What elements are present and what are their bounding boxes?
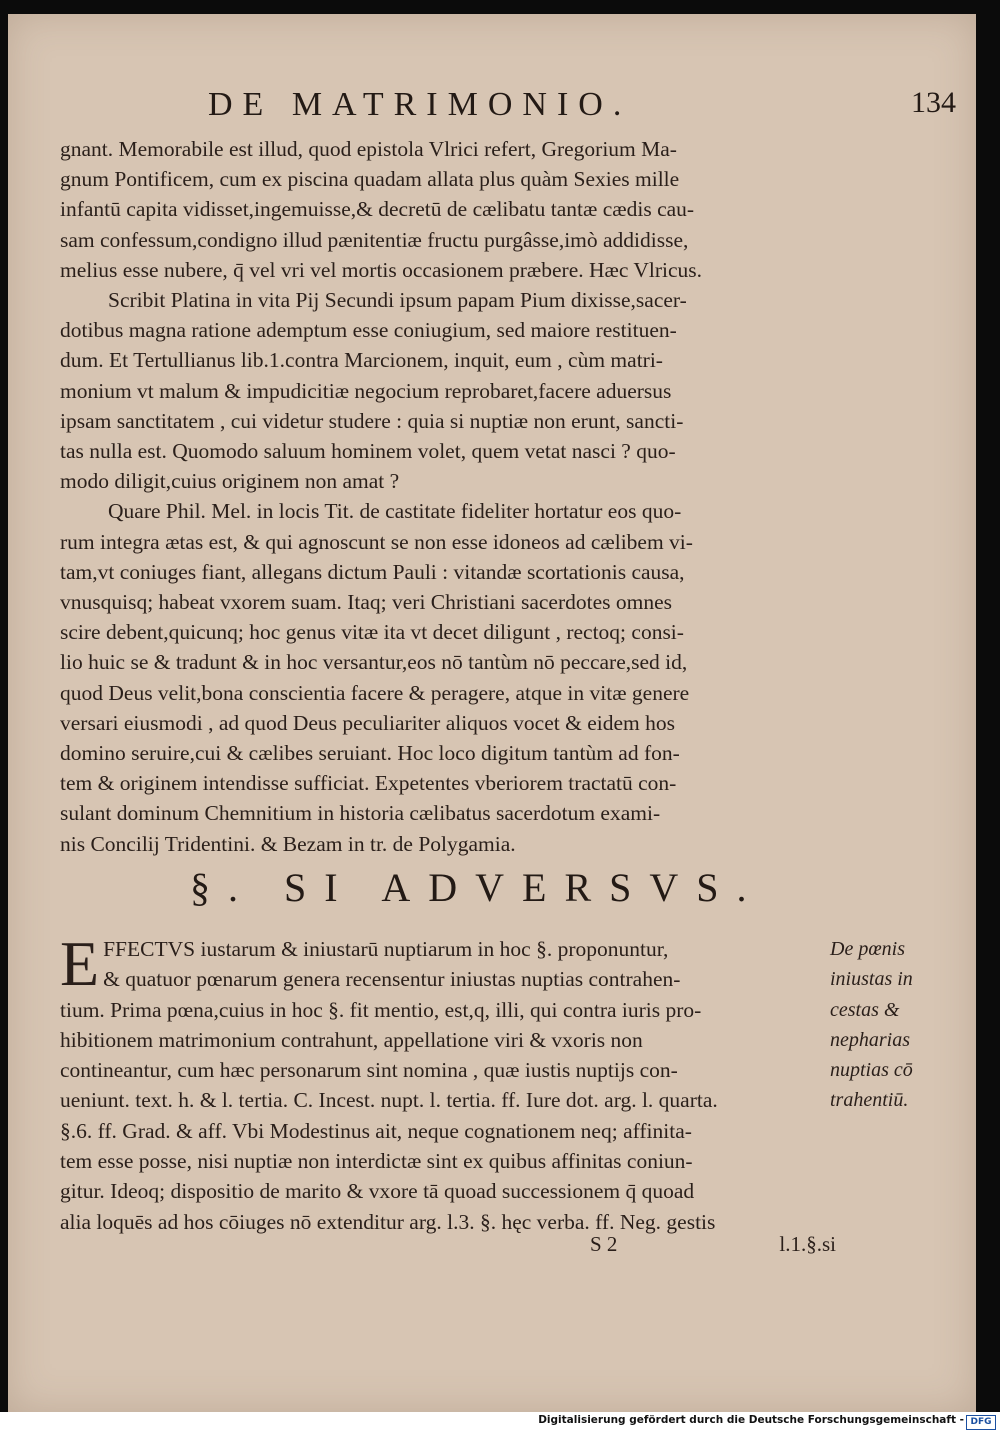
section-heading: §. SI ADVERSVS. [190,865,765,910]
text-line: versari eiusmodi , ad quod Deus peculiariter aliquos vocet & eidem hos [60,710,675,735]
margin-note-line: trahentiū. [830,1089,909,1112]
signature-mark: S 2 [590,1232,618,1256]
text-line: tam,vt coniuges fiant, allegans dictum Pauli : vitandæ scortationis causa, [60,559,685,584]
text-line: lio huic se & tradunt & in hoc versantur,eos nō tantùm nō peccare,sed id, [60,650,688,675]
margin-note [830,934,960,1116]
margin-note-line: nepharias [830,1028,910,1051]
footer-bar [0,1412,1000,1432]
text-line: gnum Pontificem, cum ex piscina quadam allata plus quàm Sexies mille [60,167,680,192]
text-line: FFECTVS iustarum & iniustarū nuptiarum in hoc §. proponuntur, [103,937,669,961]
page-number: 134 [911,86,956,119]
text-line: gnant. Memorabile est illud, quod epistola Vlrici refert, Gregorium Ma- [60,137,677,161]
margin-note-line: iniustas in [830,968,913,991]
text-line: tas nulla est. Quomodo saluum hominem volet, quem vetat nasci ? quo- [60,439,676,464]
page-header [208,78,968,128]
text-line: monium vt malum & impudicitiæ negocium reprobaret,facere aduersus [60,378,672,403]
section-text [60,928,830,1237]
footer-credit: Digitalisierung gefördert durch die Deutsche Forschungsgemeinschaft - [538,1414,964,1426]
body-text [60,134,828,859]
text-line: Quare Phil. Mel. in locis Tit. de castitate fideliter hortatur eos quo- [108,499,682,524]
text-line: tium. Prima pœna,cuius in hoc §. fit mentio, est,q, illi, qui contra iuris pro- [60,997,702,1022]
margin-note-line: De pœnis [830,938,905,960]
running-head: DE MATRIMONIO. [208,86,632,123]
text-line: melius esse nubere, q̄ vel vri vel mortis occasionem præbere. Hæc Vlricus. [60,257,703,282]
text-line: sulant dominum Chemnitium in historia cælibatus sacerdotum exami- [60,801,661,826]
text-line: sam confessum,condigno illud pænitentiæ fructu purgâsse,imò addidisse, [60,227,689,252]
text-line: hibitionem matrimonium contrahunt, appellatione viri & vxoris non [60,1027,643,1052]
dfg-logo: DFG [966,1415,996,1430]
text-line: gitur. Ideoq; dispositio de marito & vxore tā quoad successionem q̄ quoad [60,1179,695,1204]
text-line: ueniunt. text. h. & l. tertia. C. Incest. nupt. l. tertia. ff. Iure dot. arg. l. quarta. [60,1088,718,1113]
text-line: vnusquisq; habeat vxorem suam. Itaq; veri Christiani sacerdotes omnes [60,590,673,615]
text-line: tem & originem intendisse sufficiat. Expetentes vberiorem tractatū con- [60,771,677,796]
text-line: ipsam sanctitatem , cui videtur studere : quia si nuptiæ non erunt, sancti- [60,408,684,433]
text-line: Scribit Platina in vita Pij Secundi ipsum papam Pium dixisse,sacer- [108,288,687,313]
drop-cap: E [60,928,100,999]
text-line: domino seruire,cui & cælibes seruiant. Hoc loco digitum tantùm ad fon- [60,741,680,766]
text-line: nis Concilij Tridentini. & Bezam in tr. de Polygamia. [60,831,516,856]
text-line: rum integra ætas est, & qui agnoscunt se non esse idoneos ad cælibem vi- [60,529,693,554]
text-line: infantū capita vidisset,ingemuisse,& decretū de cælibatu tantæ cædis cau- [60,197,695,222]
text-line: contineantur, cum hæc personarum sint nomina , quæ iustis nuptijs con- [60,1058,678,1083]
text-line: alia loquēs ad hos cōiuges nō extenditur arg. l.3. §. hęc verba. ff. Neg. gestis [60,1209,716,1234]
text-line: dum. Et Tertullianus lib.1.contra Marcionem, inquit, eum , cùm matri- [60,348,663,373]
book-page [8,14,976,1412]
text-line: §.6. ff. Grad. & aff. Vbi Modestinus ait, neque cognationem neq; affinita- [60,1118,692,1143]
margin-note-line: nuptias cō [830,1059,913,1082]
text-line: scire debent,quicunq; hoc genus vitæ ita vt decet diligunt , rectoq; consi- [60,620,684,645]
text-line: tem esse posse, nisi nuptiæ non interdictæ sint ex quibus affinitas coniun- [60,1149,693,1174]
text-line: dotibus magna ratione ademptum esse coniugium, sed maiore restituen- [60,318,677,343]
text-line: & quatuor pœnarum genera recensentur iniustas nuptias contrahen- [103,967,681,992]
text-line: quod Deus velit,bona conscientia facere & peragere, atque in vitæ genere [60,680,690,705]
catchword: l.1.§.si [779,1232,836,1256]
text-line: modo diligit,cuius originem non amat ? [60,469,400,494]
margin-note-line: cestas & [830,998,900,1021]
